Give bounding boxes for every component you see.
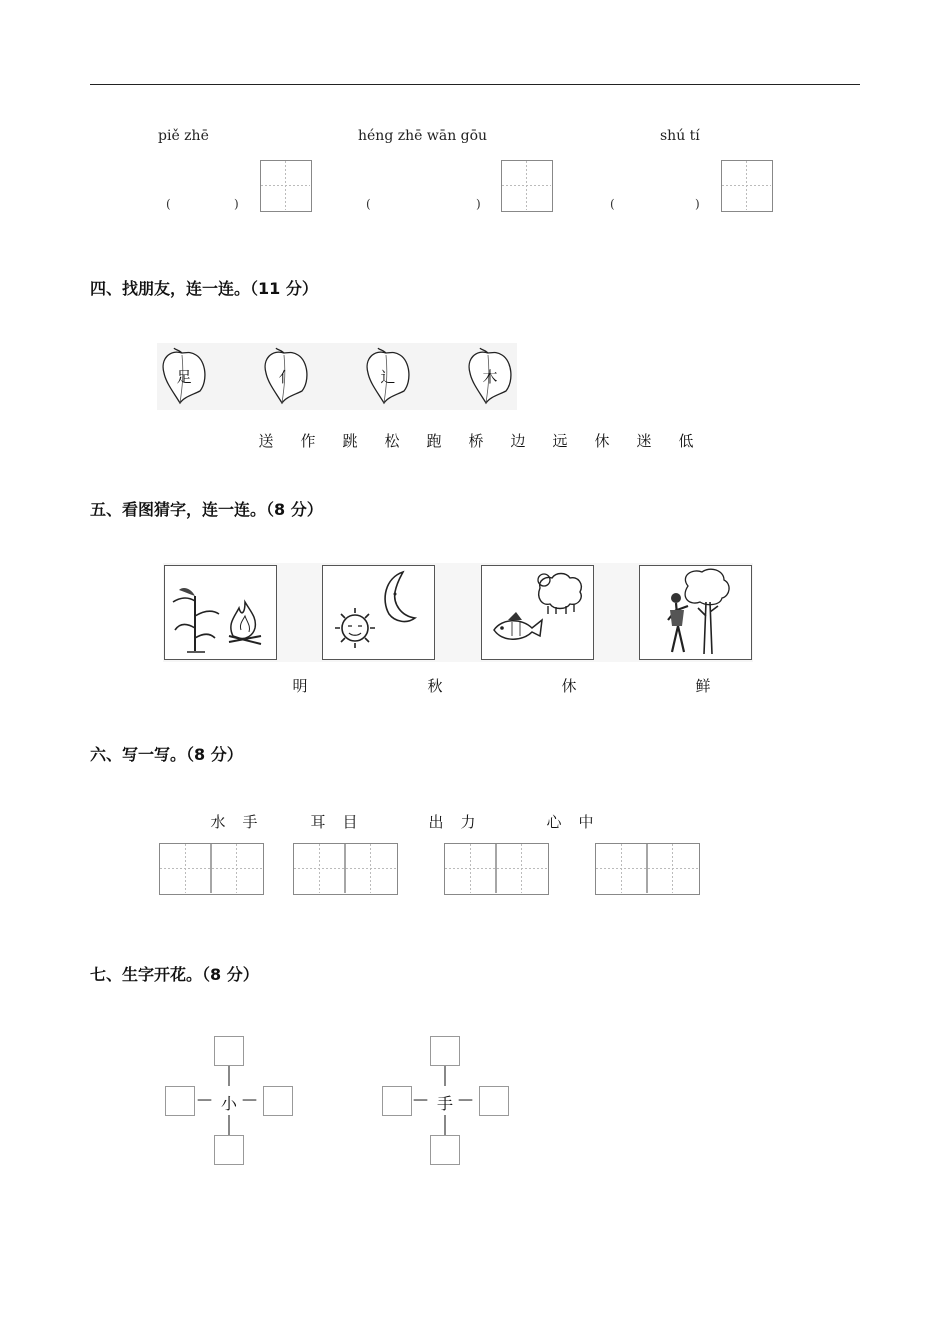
flower-box-bottom[interactable] xyxy=(430,1135,460,1165)
match-word[interactable]: 桥 xyxy=(468,432,484,450)
pair-char: 手 xyxy=(242,813,258,831)
pinyin-label: shú tí xyxy=(660,128,700,144)
answer-paren-open: ( xyxy=(366,197,371,211)
connector xyxy=(228,1066,230,1086)
tian-grid-box[interactable] xyxy=(260,160,312,212)
flower-box-top[interactable] xyxy=(430,1036,460,1066)
section-heading: 六、写一写。（8 分） xyxy=(90,745,243,764)
flower-dash: — xyxy=(458,1090,473,1108)
flower-box-right[interactable] xyxy=(263,1086,293,1116)
pair-char: 耳 xyxy=(310,813,326,831)
leaf-radical: 木 xyxy=(482,368,498,386)
pair-char: 心 xyxy=(546,813,562,831)
answer-paren-close: ) xyxy=(234,197,239,211)
flower-box-top[interactable] xyxy=(214,1036,244,1066)
flower-dash: — xyxy=(197,1090,212,1108)
answer-char[interactable]: 休 xyxy=(561,677,577,695)
tian-grid-box[interactable] xyxy=(501,160,553,212)
writing-box[interactable] xyxy=(444,843,549,895)
match-word[interactable]: 送 xyxy=(258,432,274,450)
match-word[interactable]: 远 xyxy=(552,432,568,450)
answer-char[interactable]: 鲜 xyxy=(695,677,711,695)
grain-and-fire-icon xyxy=(164,565,277,660)
tian-grid-box[interactable] xyxy=(721,160,773,212)
answer-char[interactable]: 秋 xyxy=(427,677,443,695)
connector xyxy=(444,1066,446,1086)
pair-char: 力 xyxy=(460,813,476,831)
flower-box-left[interactable] xyxy=(165,1086,195,1116)
flower-dash: — xyxy=(413,1090,428,1108)
top-rule xyxy=(90,84,860,85)
leaf-radical: 辶 xyxy=(380,368,396,386)
writing-box[interactable] xyxy=(595,843,700,895)
sheep-and-fish-icon xyxy=(481,565,594,660)
writing-box[interactable] xyxy=(293,843,398,895)
match-word[interactable]: 低 xyxy=(678,432,694,450)
answer-char[interactable]: 明 xyxy=(292,677,308,695)
sun-and-moon-icon xyxy=(322,565,435,660)
flower-center-char: 小 xyxy=(220,1094,237,1113)
answer-paren-open: ( xyxy=(610,197,615,211)
pair-char: 出 xyxy=(428,813,444,831)
section-heading: 七、生字开花。（8 分） xyxy=(90,965,259,984)
writing-box[interactable] xyxy=(159,843,264,895)
flower-dash: — xyxy=(242,1090,257,1108)
pinyin-label: héng zhē wān gōu xyxy=(358,128,488,144)
leaf-radical: 亻 xyxy=(278,368,294,386)
section-heading: 五、看图猜字，连一连。（8 分） xyxy=(90,500,323,519)
connector xyxy=(228,1115,230,1135)
match-word[interactable]: 边 xyxy=(510,432,526,450)
match-word[interactable]: 跳 xyxy=(342,432,358,450)
pinyin-label: piě zhē xyxy=(158,128,209,144)
answer-paren-close: ) xyxy=(476,197,481,211)
section-heading: 四、找朋友，连一连。（11 分） xyxy=(90,279,318,298)
flower-box-right[interactable] xyxy=(479,1086,509,1116)
match-word[interactable]: 休 xyxy=(594,432,610,450)
match-word[interactable]: 跑 xyxy=(426,432,442,450)
flower-center-char: 手 xyxy=(436,1094,453,1113)
person-and-tree-icon xyxy=(639,565,752,660)
match-word[interactable]: 迷 xyxy=(636,432,652,450)
flower-box-left[interactable] xyxy=(382,1086,412,1116)
match-word[interactable]: 松 xyxy=(384,432,400,450)
flower-box-bottom[interactable] xyxy=(214,1135,244,1165)
connector xyxy=(444,1115,446,1135)
leaf-strip xyxy=(157,343,517,410)
pair-char: 中 xyxy=(578,813,594,831)
answer-paren-close: ) xyxy=(695,197,700,211)
match-word[interactable]: 作 xyxy=(300,432,316,450)
pair-char: 水 xyxy=(210,813,226,831)
pair-char: 目 xyxy=(342,813,358,831)
leaf-radical: 足 xyxy=(176,368,192,386)
answer-paren-open: ( xyxy=(166,197,171,211)
